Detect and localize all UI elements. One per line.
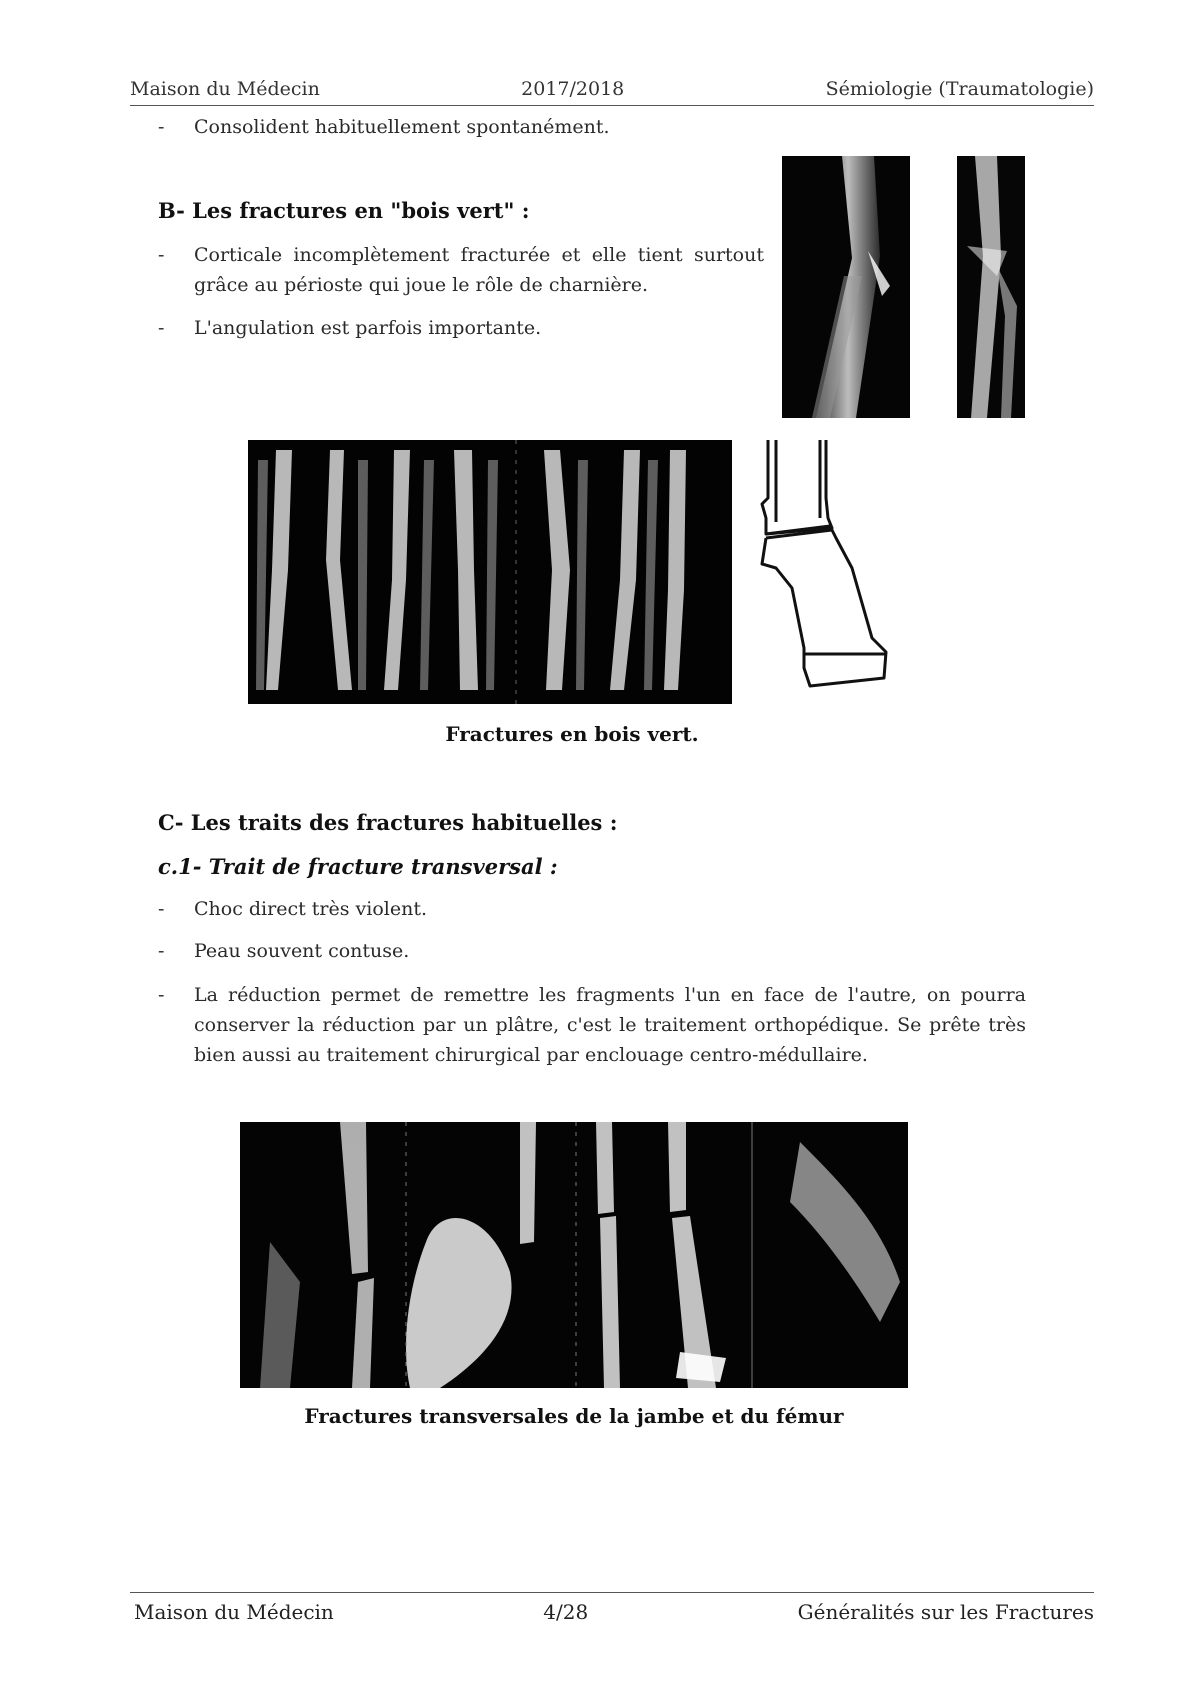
bullet-marker: -: [158, 898, 165, 920]
greenstick-fracture-diagram: [752, 438, 894, 690]
caption-greenstick: Fractures en bois vert.: [445, 722, 699, 746]
bullet-marker: -: [158, 940, 165, 962]
section-c-bullet-1-text: Choc direct très violent.: [194, 898, 428, 920]
page-header: [130, 78, 1094, 106]
section-c-title: C- Les traits des fractures habituelles :: [158, 810, 618, 835]
section-b-bullet-1-text: Corticale incomplètement fracturée et elle tient surtout grâce au périoste qui joue le rôle de charnière.: [194, 244, 764, 296]
xray-greenstick-series: [248, 440, 732, 704]
section-c1-subtitle: c.1- Trait de fracture transversal :: [158, 854, 558, 879]
header-center: 2017/2018: [521, 78, 625, 100]
bullet-marker: -: [158, 317, 165, 339]
section-b-bullet-2: [158, 313, 764, 343]
intro-bullet: [158, 112, 678, 142]
section-c-bullet-3-text: La réduction permet de remettre les fragments l'un en face de l'autre, on pourra conserver la réduction par un plâtre, c'est le traitement orthopédique. Se prête très bien aussi au traitement chirurgical par enclouage centro-médullaire.: [194, 984, 1026, 1066]
header-left: Maison du Médecin: [130, 78, 320, 100]
section-b-bullet-1: [158, 240, 764, 300]
header-right: Sémiologie (Traumatologie): [825, 78, 1094, 100]
caption-transverse: Fractures transversales de la jambe et du fémur: [304, 1404, 844, 1428]
section-b-title: B- Les fractures en "bois vert" :: [158, 198, 530, 223]
xray-transverse-series: [240, 1122, 908, 1388]
section-c-bullet-3: [158, 980, 1026, 1070]
footer-rule: [130, 1592, 1094, 1593]
page-footer: [134, 1600, 1094, 1628]
section-c-bullet-2-text: Peau souvent contuse.: [194, 940, 410, 962]
xray-greenstick-forearm-1: [782, 156, 910, 418]
footer-right: Généralités sur les Fractures: [797, 1600, 1094, 1624]
intro-bullet-text: Consolident habituellement spontanément.: [194, 116, 610, 138]
section-c-bullet-2: [158, 936, 1026, 966]
bullet-marker: -: [158, 244, 165, 266]
bullet-marker: -: [158, 116, 165, 138]
footer-page-number: 4/28: [543, 1600, 589, 1624]
xray-greenstick-forearm-2: [957, 156, 1025, 418]
section-c-bullet-1: [158, 894, 1026, 924]
bullet-marker: -: [158, 984, 165, 1006]
section-b-bullet-2-text: L'angulation est parfois importante.: [194, 317, 542, 339]
header-rule: [130, 105, 1094, 106]
footer-left: Maison du Médecin: [134, 1600, 334, 1624]
